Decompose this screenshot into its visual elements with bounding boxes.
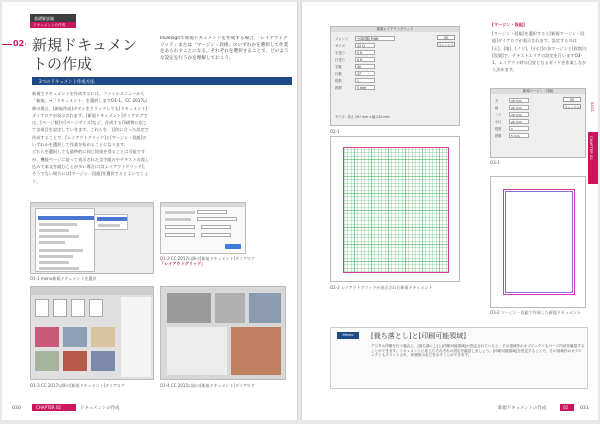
- memo-title: [裁ち落とし]と[印刷可能領域]: [371, 332, 466, 340]
- caption-01-3: O1-3 CC 2017以降の[新規ドキュメント]ダイアログ: [30, 383, 125, 388]
- footer-code-badge: [560, 404, 574, 411]
- margin-text: [マージン・段組]を選択すると[新規マージン・段組]ダイアログが表示されます。設定するのは[天]、[地]、[ノド]、[小口]の各マージンと[段数]と[段間]で、テキストエリアの設定を行いますO3-1。レイアウト時の目安となるガイドを作業しながら決めます。: [492, 31, 588, 73]
- memo-box: [330, 327, 588, 389]
- grid-size-label: サイズ：高さ 297 mm x 幅 210 mm: [335, 115, 390, 119]
- side-chapter-tab: [588, 132, 598, 184]
- grid-dialog-title: 新規レイアウトグリッド: [331, 27, 459, 32]
- caption-02-1: O2-1: [330, 129, 340, 134]
- page-number-left: 030: [12, 406, 21, 411]
- lead-text: InDesignで新規ドキュメントを作成する場合、「レイアウトグリッド」または「マージン・段組」のいずれかを選択して作業をあらわすことになる。それぞれを選択することで、どのような設定を行うかを理解しておこう。: [160, 36, 289, 61]
- section-bar: [32, 77, 292, 85]
- footer-right-code: 02: [563, 405, 569, 410]
- side-tab-label: CHAPTER 02: [589, 136, 594, 160]
- footer-chapter-title: ドキュメントの作成: [80, 406, 120, 411]
- margin-heading: [マージン・段組]: [492, 22, 525, 27]
- screenshot-file-menu: [30, 202, 154, 274]
- margin-cancel-button[interactable]: キャンセル: [564, 105, 580, 109]
- margin-dialog-title: 新規マージン・段組: [491, 89, 585, 94]
- caption-01-1: O1-1 menu新規ドキュメントを選択: [30, 276, 97, 281]
- caption-03-2: O3-2 マージン・段組で作成した新規ドキュメント: [490, 310, 581, 315]
- footer-chapter: CHAPTER 02: [36, 405, 62, 410]
- margin-ok-button[interactable]: OK: [563, 97, 581, 102]
- header-badge: [30, 14, 76, 22]
- footer-right-title: 新規ドキュメントの作成: [498, 406, 547, 411]
- memo-text: デジタル印刷を行う場合に、[裁ち落とし]と[印刷可能領域]が設定されていると、その領域外のオブジェクトもページ内部を確認することができます。ドキュメントに応じたそれぞれの設定を確認しましょう。[印刷可能領域]を設定することで、その領域内のオブジェクトもプリントされ、印刷指示などを示すことができます。: [371, 344, 585, 358]
- screenshot-margin-dialog: 新規マージン・段組 天 地 ノド 小口 段数 段間 20 mm 20 mm 20 mm 20 mm 1 5 mm OK キャンセル: [490, 88, 586, 158]
- body-text-left: 新規でドキュメントを作成するには、ファイルメニューから「新規」→「ドキュメント」を選択しますO1-1。CC 2017以降の場合、[新規作成]ボタンをクリックしても[ドキュメント]ダイアログが表示されます。[新規ドキュメント]ダイアログでは、[ページ数]や[ページサイズ]など、作成する印刷物に応じて各項目を設定していきます。これらを、目的に合った設定で作成することで、[レイアウトグリッド]と[マージン・段組]のいずれかを選択して作業を始めることになります。 どちらを選択しても最終的に同じ結果を得ることは可能ですが、機能ページに従って表示された文字組みやテキストの流し込みで本文を組むことが多い場合には[レイアウトグリッド]、そうでない場合には[マージン・段組]を選択するとよいでしょう。: [32, 91, 150, 184]
- screenshot-margin-document: [490, 176, 586, 308]
- mid-heading: 「レイアウトグリッド」: [160, 261, 206, 266]
- screenshot-grid-document: [330, 136, 460, 282]
- grid-cancel-button[interactable]: キャンセル: [438, 43, 454, 47]
- right-page: [302, 2, 598, 420]
- caption-01-4: O1-4 CC 2015以前の[新規ドキュメント]ダイアログ: [160, 383, 255, 388]
- screenshot-doc-presets: [30, 286, 154, 380]
- caption-01-2: O1-2 CC 2017以降の[新規ドキュメント]ダイアログ: [160, 256, 255, 261]
- section-label: 2つのドキュメント作成方法: [39, 79, 95, 85]
- screenshot-grid-dialog: 新規レイアウトグリッド フォント サイズ 字送り 行送り 字数 行数 段数 段間 小塚明朝 Pr6N 13 Q 0 H 0 H 40 37 1 5 mm サイズ：高さ 297 mm x 幅 210 mm OK キャンセル: [330, 26, 460, 126]
- chapter-code: 02: [13, 39, 25, 48]
- badge-label: 基礎解説編: [34, 15, 54, 21]
- grid-ok-button[interactable]: OK: [437, 35, 455, 40]
- caption-02-2: O2-2 レイアウトグリッドが表示された新規ドキュメント: [330, 285, 433, 290]
- page-title: 新規ドキュメントの作成: [32, 36, 138, 73]
- screenshot-doc-dialog-2017: [160, 202, 246, 254]
- footer-chapter-badge: [32, 404, 76, 411]
- side-tab-sub: BASIC: [590, 102, 594, 113]
- left-page: [2, 2, 297, 420]
- screenshot-doc-dialog-2015: [160, 286, 286, 380]
- header-subbadge: [30, 22, 76, 28]
- subbadge-label: ドキュメントの作成: [33, 22, 66, 27]
- memo-tag: Memo: [337, 332, 359, 339]
- caption-03-1: O3-1: [490, 160, 500, 165]
- page-number-right: 031: [580, 406, 589, 411]
